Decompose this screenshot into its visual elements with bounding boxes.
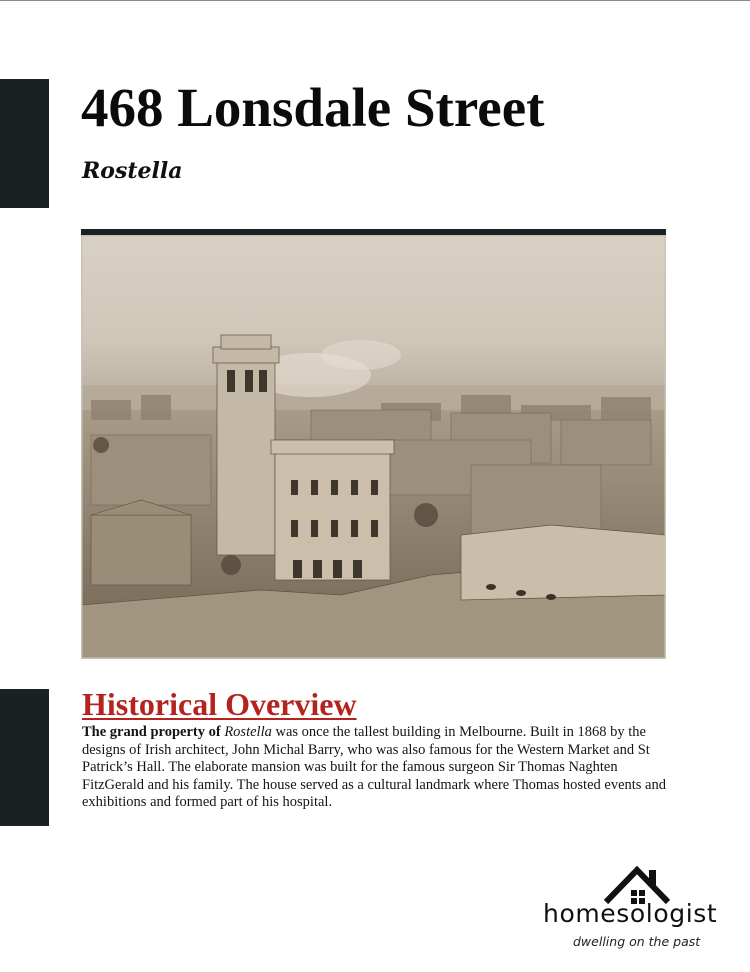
brand-name: homesologist [543,899,718,928]
overview-lead: The grand property of [82,724,225,740]
side-bar-title [0,79,49,208]
overview-heading: Historical Overview [82,686,357,722]
top-rule [0,0,750,1]
overview-body: was once the tallest building in Melbourne. Built in 1868 by the designs of Irish architect, John Michal Barry, who was also famous for the Western Market and St Patrick’s Hall. The elaborate mansion was built for the famous surgeon Sir Thomas Naghten FitzGerald and his family. The house served as a cultural landmark where Thomas hosted events and exhibitions and formed part of his hospital. [82,724,666,810]
side-bar-overview [0,689,49,826]
overview-paragraph [82,724,672,812]
brand-tagline: dwelling on the past [573,934,701,949]
page-subtitle: Rostella [82,158,183,184]
page-title: 468 Lonsdale Street [81,77,545,138]
photo-frame [81,229,666,659]
brand-logo [543,864,733,954]
historic-photo [81,235,666,659]
overview-lead-italic: Rostella [224,724,272,740]
